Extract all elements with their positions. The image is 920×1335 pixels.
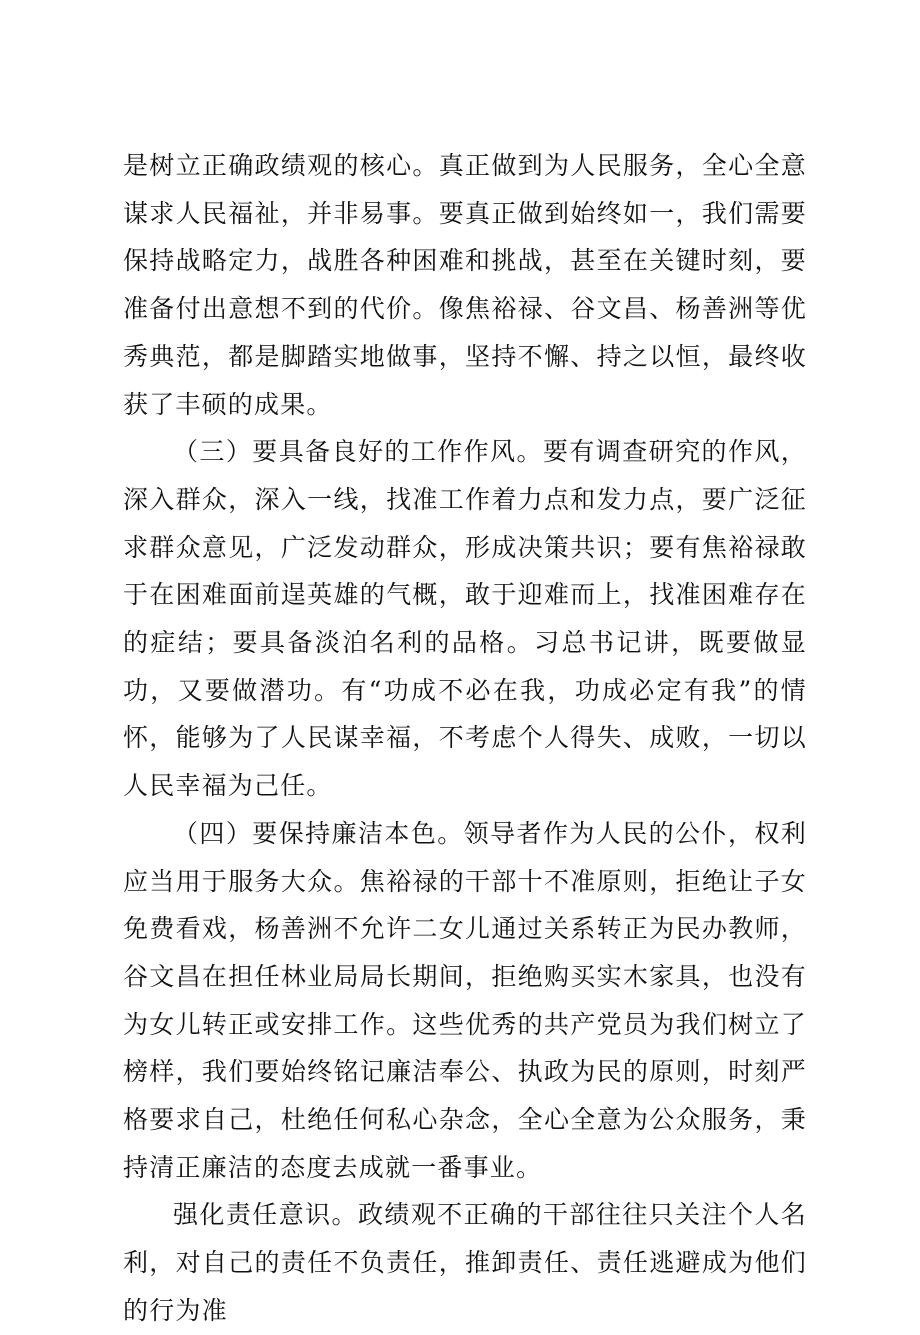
document-body bbox=[123, 142, 807, 1335]
paragraph-integrity: （四）要保持廉洁本色。领导者作为人民的公仆，权利应当用于服务大众。焦裕禄的干部十不准原则，拒绝让子女免费看戏，杨善洲不允许二女儿通过关系转正为民办教师，谷文昌在担任林业局局长期间，拒绝购买实木家具，也没有为女儿转正或安排工作。这些优秀的共产党员为我们树立了榜样，我们要始终铭记廉洁奉公、执政为民的原则，时刻严格要求自己，杜绝任何私心杂念，全心全意为公众服务，秉持清正廉洁的态度去成就一番事业。 bbox=[123, 818, 807, 1182]
paragraph-work-style: （三）要具备良好的工作作风。要有调查研究的作风，深入群众，深入一线，找准工作着力点和发力点，要广泛征求群众意见，广泛发动群众，形成决策共识；要有焦裕禄敢于在困难面前逞英雄的气概，敢于迎难而上，找准困难存在的症结；要具备淡泊名利的品格。习总书记讲，既要做显功，又要做潜功。有“功成不必在我，功成必定有我”的情怀，能够为了人民谋幸福，不考虑个人得失、成败，一切以人民幸福为己任。 bbox=[123, 437, 807, 801]
paragraph-responsibility: 强化责任意识。政绩观不正确的干部往往只关注个人名利，对自己的责任不负责任，推卸责任、责任逃避成为他们的行为准 bbox=[123, 1200, 807, 1325]
paragraph-continuation: 是树立正确政绩观的核心。真正做到为人民服务，全心全意谋求人民福祉，并非易事。要真正做到始终如一，我们需要保持战略定力，战胜各种困难和挑战，甚至在关键时刻，要准备付出意想不到的代价。像焦裕禄、谷文昌、杨善洲等优秀典范，都是脚踏实地做事，坚持不懈、持之以恒，最终收获了丰硕的成果。 bbox=[123, 151, 807, 419]
